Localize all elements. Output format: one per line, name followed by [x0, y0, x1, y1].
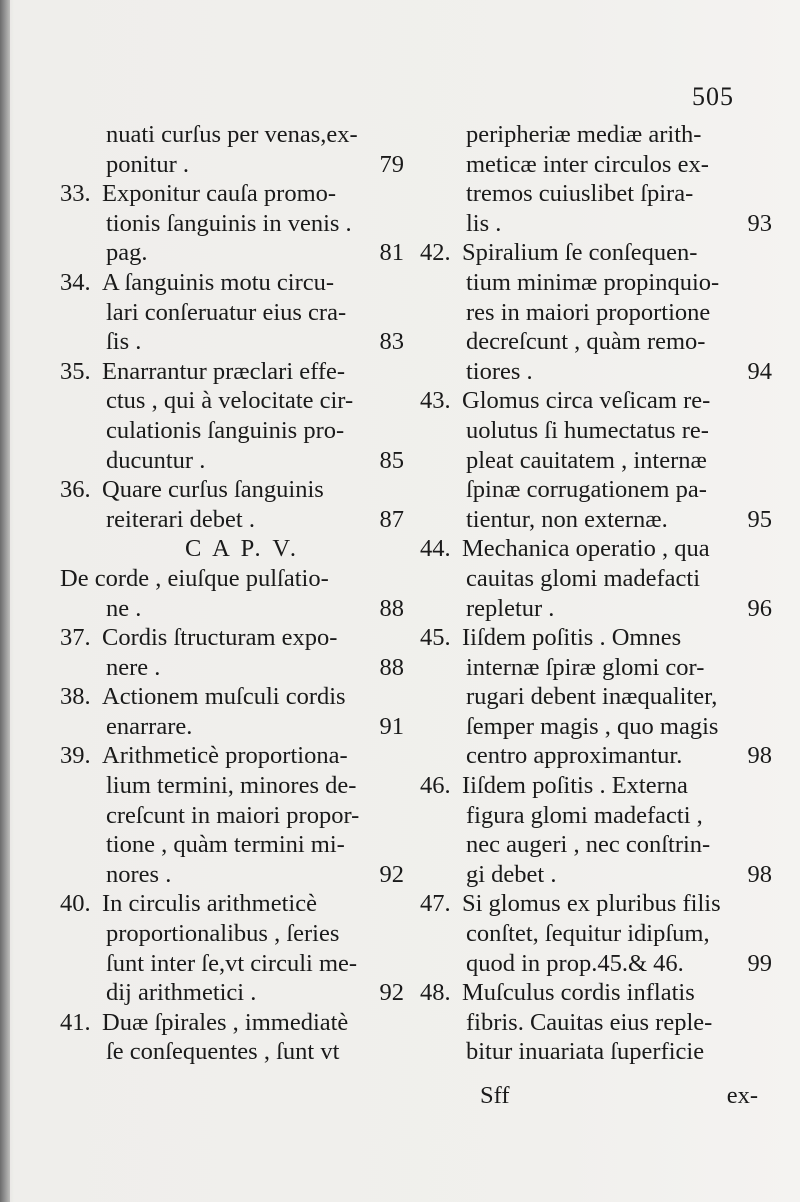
entry-text: peripheriæ mediæ arith- [466, 121, 702, 148]
entry-line [420, 889, 772, 919]
entry-text: tium minimæ propinquio- [466, 268, 720, 296]
entry-number: 33. [60, 180, 91, 208]
entry-text: creſcunt in maiori propor- [106, 801, 360, 829]
entry-text: nec augeri , nec conſtrin- [466, 831, 711, 859]
entry-text: ſemper magis , quo magis [466, 712, 719, 740]
entry-line [60, 475, 404, 505]
entry-page-ref: 88 [379, 653, 404, 681]
entry-text: culationis ſanguinis pro- [106, 416, 345, 444]
entry-page-ref: 98 [747, 742, 772, 770]
entry-line [420, 298, 772, 328]
entry-text: tremos cuiuslibet ſpira- [466, 180, 694, 208]
index-entry [60, 741, 404, 889]
entry-text: In circulis arithmeticè [102, 890, 317, 918]
entry-line [420, 830, 772, 860]
entry-text: A ſanguinis motu circu- [102, 268, 335, 296]
entry-number: 40. [60, 890, 91, 918]
entry-number: 34. [60, 268, 91, 296]
page-number: 505 [692, 82, 734, 111]
entry-line [420, 446, 772, 476]
chapter-title-line [60, 594, 404, 624]
entry-text: uolutus ſi humectatus re- [466, 416, 709, 444]
entry-number: 38. [60, 683, 91, 711]
entry-text: Spiralium ſe conſequen- [462, 239, 698, 267]
entry-line [420, 623, 772, 653]
entry-page-ref: 99 [747, 949, 772, 977]
entry-line [420, 564, 772, 594]
chapter-title-text: ne . [106, 594, 142, 622]
entry-text: tionis ſanguinis in venis . [106, 209, 352, 237]
entry-text: Si glomus ex pluribus filis [462, 890, 721, 918]
entry-line [60, 623, 404, 653]
entry-page-ref: 85 [379, 446, 404, 474]
entry-line [420, 357, 772, 387]
entry-line [420, 150, 772, 180]
entry-page-ref: 98 [747, 860, 772, 888]
entry-number: 45. [420, 624, 451, 652]
entry-line [60, 268, 404, 298]
entry-line [420, 1008, 772, 1038]
index-entry [420, 623, 772, 771]
entry-text: repletur . [466, 594, 555, 622]
entry-line [420, 712, 772, 742]
entry-text: nores . [106, 860, 172, 888]
entry-line [420, 386, 772, 416]
entry-text: enarrare. [106, 712, 193, 740]
entry-text: lari conſeruatur eius cra- [106, 298, 347, 326]
entry-text: Actionem muſculi cordis [102, 683, 346, 711]
entry-text: pleat cauitatem , internæ [466, 446, 707, 474]
entry-text: meticæ inter circulos ex- [466, 150, 709, 178]
entry-line [420, 978, 772, 1008]
entry-line [60, 446, 404, 476]
entry-text: nere . [106, 653, 161, 681]
entry-line [60, 830, 404, 860]
entry-line [420, 801, 772, 831]
entry-text: Quare curſus ſanguinis [102, 476, 324, 504]
chapter-heading: C A P. V. [185, 535, 299, 563]
index-entry [420, 889, 772, 978]
left-entries [60, 120, 404, 534]
entry-line [420, 949, 772, 979]
signature-mark: Sff [480, 1082, 510, 1109]
entry-text: tiores . [466, 357, 533, 385]
entry-number: 44. [420, 535, 451, 563]
left-entries-2 [60, 623, 404, 1067]
entry-text: gi debet . [466, 860, 557, 888]
entry-text: figura glomi madefacti , [466, 801, 703, 829]
entry-text: ſpinæ corrugationem pa- [466, 476, 707, 504]
chapter-title-text: De corde , eiuſque pulſatio- [60, 564, 329, 592]
entry-text: quod in prop.45.& 46. [466, 949, 684, 977]
entry-line [420, 653, 772, 683]
entry-text: bitur inuariata ſuperficie [466, 1038, 705, 1066]
entry-text: Arithmeticè proportiona- [102, 742, 348, 770]
index-entry [420, 771, 772, 889]
index-entry [60, 120, 404, 179]
entry-page-ref: 91 [379, 712, 404, 740]
entry-line [420, 505, 772, 535]
chapter-page-ref: 88 [379, 594, 404, 622]
entry-line [60, 386, 404, 416]
entry-text: lium termini, minores de- [106, 772, 357, 800]
entry-number: 35. [60, 357, 91, 385]
index-entry [420, 386, 772, 534]
entry-line [420, 416, 772, 446]
entry-line [60, 889, 404, 919]
entry-line [420, 179, 772, 209]
entry-text: proportionalibus , ſeries [106, 920, 340, 948]
entry-line [60, 238, 404, 268]
entry-page-ref: 94 [747, 357, 772, 385]
entry-page-ref: 79 [379, 150, 404, 178]
entry-line [60, 179, 404, 209]
entry-line [60, 1037, 404, 1067]
entry-line [420, 771, 772, 801]
index-entry [60, 179, 404, 268]
entry-line [420, 860, 772, 890]
index-entry [60, 682, 404, 741]
entry-line [60, 949, 404, 979]
entry-text: Iiſdem poſitis . Externa [462, 772, 688, 800]
entry-text: ponitur . [106, 150, 190, 178]
entry-text: pag. [106, 239, 148, 267]
entry-line [60, 771, 404, 801]
index-entry [420, 534, 772, 623]
entry-text: Cordis ſtructuram expo- [102, 624, 338, 652]
entry-line [60, 150, 404, 180]
entry-line [60, 801, 404, 831]
right-entries [420, 120, 772, 1067]
index-entry [420, 238, 772, 386]
entry-text: ſe conſequentes , ſunt vt [106, 1038, 340, 1066]
entry-text: ctus , qui à velocitate cir- [106, 387, 354, 415]
entry-line [420, 594, 772, 624]
entry-line [60, 120, 404, 150]
entry-text: tione , quàm termini mi- [106, 831, 345, 859]
entry-text: res in maiori proportione [466, 298, 711, 326]
catchword: ex- [726, 1082, 758, 1109]
entry-text: Muſculus cordis inflatis [462, 979, 695, 1007]
entry-page-ref: 87 [379, 505, 404, 533]
entry-line [420, 682, 772, 712]
entry-line [60, 712, 404, 742]
entry-line [60, 209, 404, 239]
entry-text: internæ ſpiræ glomi cor- [466, 653, 705, 681]
entry-line [420, 919, 772, 949]
entry-text: dij arithmetici . [106, 979, 257, 1007]
entry-line [420, 741, 772, 771]
entry-text: ſis . [106, 328, 142, 356]
entry-number: 37. [60, 624, 91, 652]
right-column [420, 120, 772, 1067]
entry-line [60, 1008, 404, 1038]
entry-number: 42. [420, 239, 451, 267]
entry-line [60, 357, 404, 387]
entry-line [60, 505, 404, 535]
entry-number: 48. [420, 979, 451, 1007]
entry-text: Duæ ſpirales , immediatè [102, 1008, 349, 1036]
entry-text: ſunt inter ſe,vt circuli me- [106, 949, 358, 977]
entry-number: 47. [420, 890, 451, 918]
index-entry [60, 357, 404, 475]
entry-line [60, 682, 404, 712]
entry-page-ref: 93 [747, 209, 772, 237]
entry-line [420, 209, 772, 239]
entry-line [60, 919, 404, 949]
entry-line [60, 978, 404, 1008]
entry-line [420, 238, 772, 268]
chapter-title [60, 564, 404, 623]
index-entry [420, 978, 772, 1067]
entry-text: cauitas glomi madefacti [466, 564, 701, 592]
entry-text: Glomus circa veſicam re- [462, 387, 711, 415]
index-entry [60, 623, 404, 682]
entry-line [420, 327, 772, 357]
index-entry [60, 1008, 404, 1067]
entry-line [60, 327, 404, 357]
binding-shadow [0, 0, 10, 1202]
entry-page-ref: 83 [379, 328, 404, 356]
index-entry [60, 475, 404, 534]
left-column [60, 120, 404, 1067]
entry-page-ref: 92 [379, 860, 404, 888]
entry-text: ducuntur . [106, 446, 206, 474]
entry-text: reiterari debet . [106, 505, 255, 533]
entry-line [60, 416, 404, 446]
entry-line [420, 268, 772, 298]
entry-number: 39. [60, 742, 91, 770]
entry-line [420, 475, 772, 505]
entry-page-ref: 96 [747, 594, 772, 622]
entry-text: tientur, non externæ. [466, 505, 668, 533]
entry-text: Exponitur cauſa promo- [102, 180, 337, 208]
index-entry [60, 268, 404, 357]
entry-number: 43. [420, 387, 451, 415]
index-entry [420, 120, 772, 238]
entry-number: 41. [60, 1008, 91, 1036]
entry-text: lis . [466, 209, 502, 237]
entry-text: nuati curſus per venas,ex- [106, 121, 358, 148]
entry-text: Enarrantur præclari effe- [102, 357, 346, 385]
entry-line [60, 653, 404, 683]
entry-text: Iiſdem poſitis . Omnes [462, 624, 682, 652]
entry-text: conſtet, ſequitur idipſum, [466, 920, 710, 948]
index-entry [60, 889, 404, 1007]
chapter-title-line [60, 564, 404, 594]
entry-number: 36. [60, 476, 91, 504]
entry-line [60, 860, 404, 890]
entry-number: 46. [420, 772, 451, 800]
entry-line [420, 1037, 772, 1067]
entry-text: Mechanica operatio , qua [462, 535, 710, 563]
entry-text: rugari debent inæqualiter, [466, 683, 718, 711]
entry-text: decreſcunt , quàm remo- [466, 328, 706, 356]
entry-line [420, 120, 772, 150]
entry-line [60, 298, 404, 328]
entry-page-ref: 92 [379, 979, 404, 1007]
entry-page-ref: 95 [747, 505, 772, 533]
entry-text: centro approximantur. [466, 742, 683, 770]
entry-page-ref: 81 [379, 239, 404, 267]
entry-text: fibris. Cauitas eius reple- [466, 1008, 713, 1036]
entry-line [60, 741, 404, 771]
entry-line [420, 534, 772, 564]
